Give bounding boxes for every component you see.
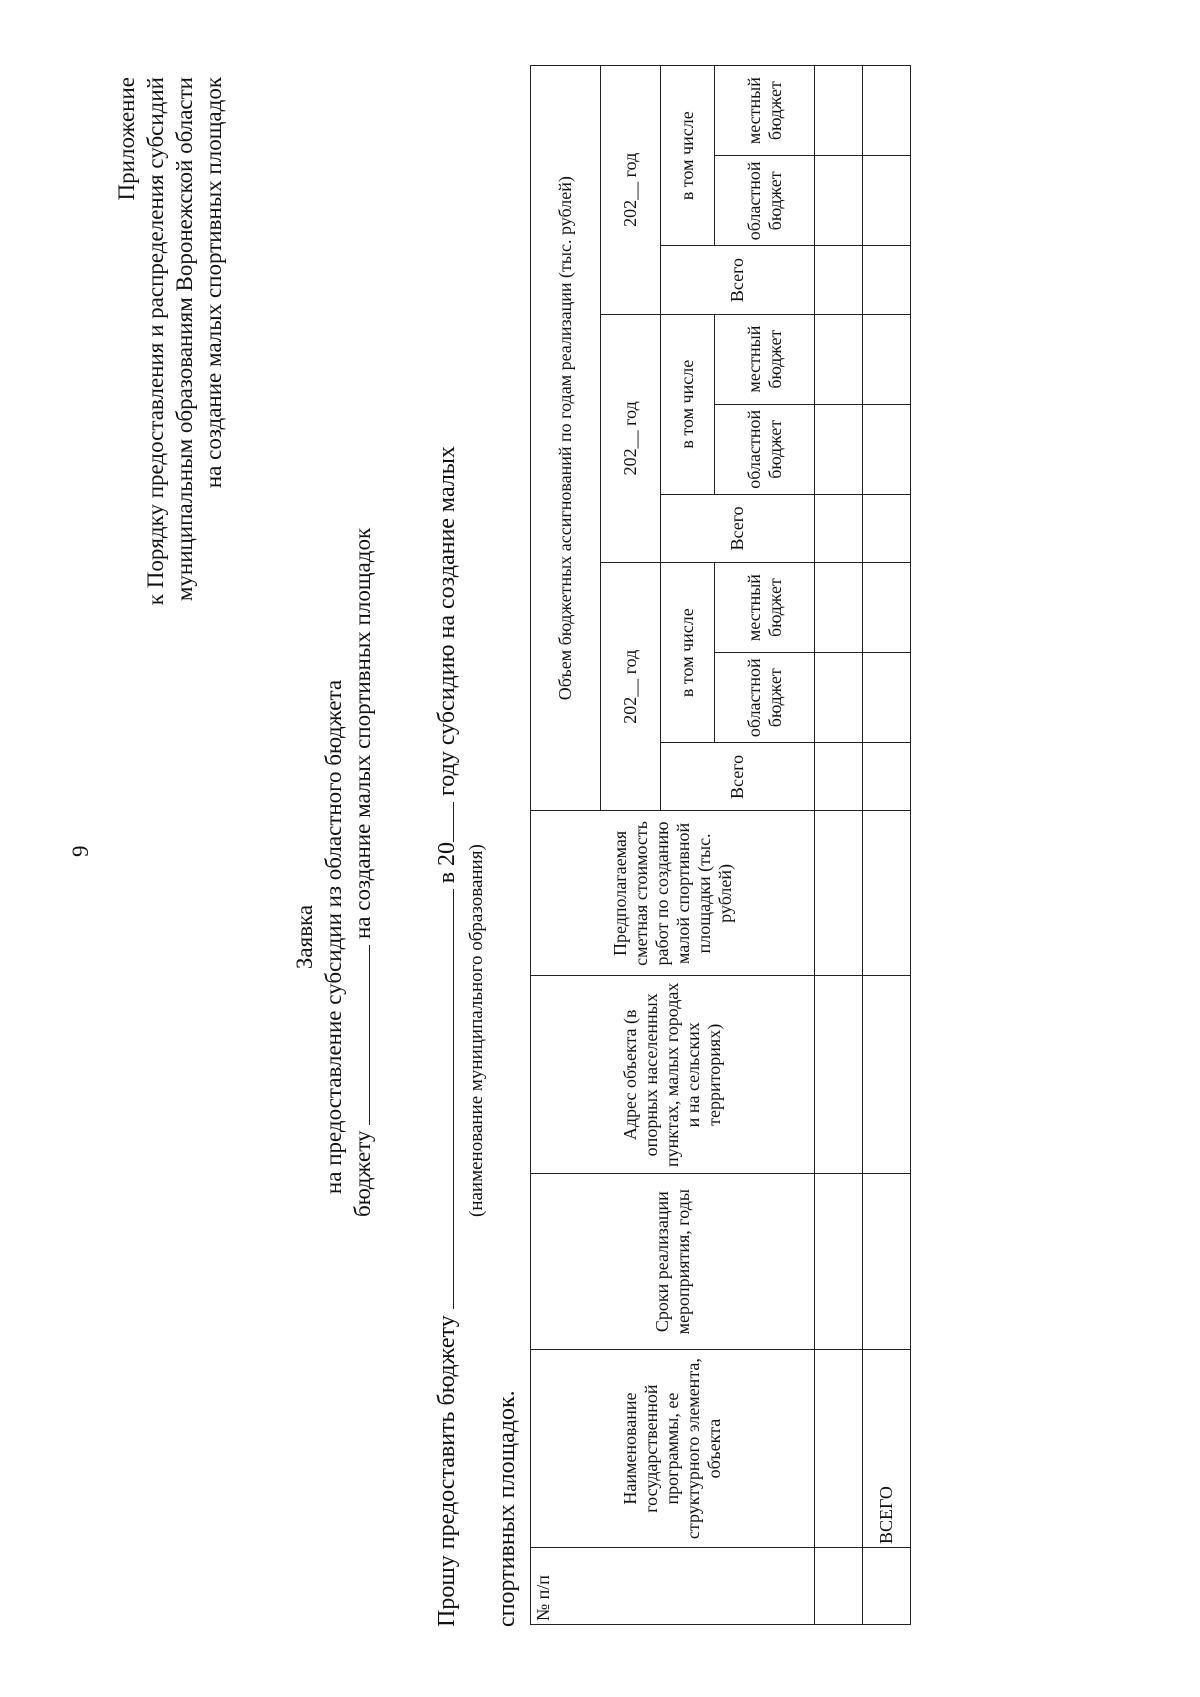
title-line-1: на предоставление субсидии из областного бюджета (321, 679, 346, 1195)
table-cell[interactable] (815, 66, 863, 156)
header-local-2: местный бюджет (715, 314, 815, 404)
header-local-3: местный бюджет (715, 66, 815, 156)
table-cell[interactable] (815, 563, 863, 653)
table-cell[interactable] (863, 1548, 911, 1625)
appendix-line: к Порядку предоставления и распределения субсидий (143, 77, 168, 606)
title-line-2 (348, 527, 377, 1217)
table-cell[interactable] (815, 156, 863, 246)
table-cell[interactable] (863, 563, 911, 653)
appendix-header (112, 77, 228, 637)
total-row-label: ВСЕГО (863, 1350, 911, 1548)
request-hint: (наименование муниципального образования) (466, 844, 487, 1217)
year-blank[interactable] (453, 802, 454, 842)
table-cell[interactable] (863, 811, 911, 976)
table-cell[interactable] (815, 1548, 863, 1625)
municipality-blank[interactable] (369, 945, 370, 1125)
header-including-3: в том числе (661, 66, 715, 246)
header-regional-1: областной бюджет (715, 653, 815, 743)
header-name: Наименование государственной программы, ее структурного элемента, объекта (531, 1350, 815, 1548)
header-year-1: 202__ год (601, 563, 661, 811)
table-cell[interactable] (815, 1174, 863, 1350)
page-number: 9 (68, 845, 93, 857)
appendix-line: Приложение (114, 77, 139, 201)
header-regional-2: областной бюджет (715, 404, 815, 494)
title-line-2-suffix: на создание малых спортивных площадок (350, 527, 375, 940)
table-cell[interactable] (815, 314, 863, 404)
table-cell[interactable] (863, 404, 911, 494)
table-cell[interactable] (863, 976, 911, 1174)
title-heading: Заявка (292, 904, 317, 970)
header-terms: Сроки реализации мероприятия, годы (531, 1174, 815, 1350)
header-including-2: в том числе (661, 314, 715, 494)
request-suffix: году субсидию на создание малых (434, 446, 460, 796)
budget-name-blank[interactable] (453, 889, 454, 1309)
header-year-2: 202__ год (601, 314, 661, 562)
appendix-line: на создание малых спортивных площадок (201, 77, 226, 489)
table-row (815, 66, 863, 1625)
budget-table (530, 65, 911, 1625)
appendix-line: муниципальным образованиям Воронежской области (172, 77, 197, 602)
table-cell[interactable] (863, 653, 911, 743)
table-cell[interactable] (863, 246, 911, 314)
header-total-2: Всего (661, 494, 815, 562)
header-cost: Предполагаемая сметная стоимость работ по созданию малой спортивной площадки (тыс. рублей) (531, 811, 815, 976)
header-year-3: 202__ год (601, 66, 661, 315)
request-line (432, 107, 462, 1627)
table-cell[interactable] (863, 494, 911, 562)
header-address: Адрес объекта (в опорных населенных пунктах, малых городах и на сельских территориях) (531, 976, 815, 1174)
table-cell[interactable] (815, 811, 863, 976)
table-cell[interactable] (815, 404, 863, 494)
table-cell[interactable] (815, 1350, 863, 1548)
table-cell[interactable] (815, 743, 863, 811)
title-line-2-prefix: бюджету (350, 1130, 375, 1217)
request-middle: в 20 (434, 841, 460, 884)
header-total-1: Всего (661, 743, 815, 811)
header-regional-3: областной бюджет (715, 156, 815, 246)
table-cell[interactable] (863, 743, 911, 811)
table-cell[interactable] (815, 976, 863, 1174)
header-total-3: Всего (661, 246, 815, 314)
request-continuation: спортивных площадок. (494, 1390, 520, 1627)
document-title (290, 527, 377, 1217)
table-cell[interactable] (815, 653, 863, 743)
request-prefix: Прошу предоставить бюджету (434, 1315, 460, 1627)
total-row (863, 66, 911, 1625)
table-cell[interactable] (815, 246, 863, 314)
table-cell[interactable] (863, 314, 911, 404)
header-budget-group: Объем бюджетных ассигнований по годам реализации (тыс. рублей) (531, 66, 601, 811)
header-local-1: местный бюджет (715, 563, 815, 653)
header-num: № п/п (531, 1548, 815, 1625)
table-cell[interactable] (863, 156, 911, 246)
table-cell[interactable] (815, 494, 863, 562)
header-including-1: в том числе (661, 563, 715, 743)
table-cell[interactable] (863, 1174, 911, 1350)
table-cell[interactable] (863, 66, 911, 156)
